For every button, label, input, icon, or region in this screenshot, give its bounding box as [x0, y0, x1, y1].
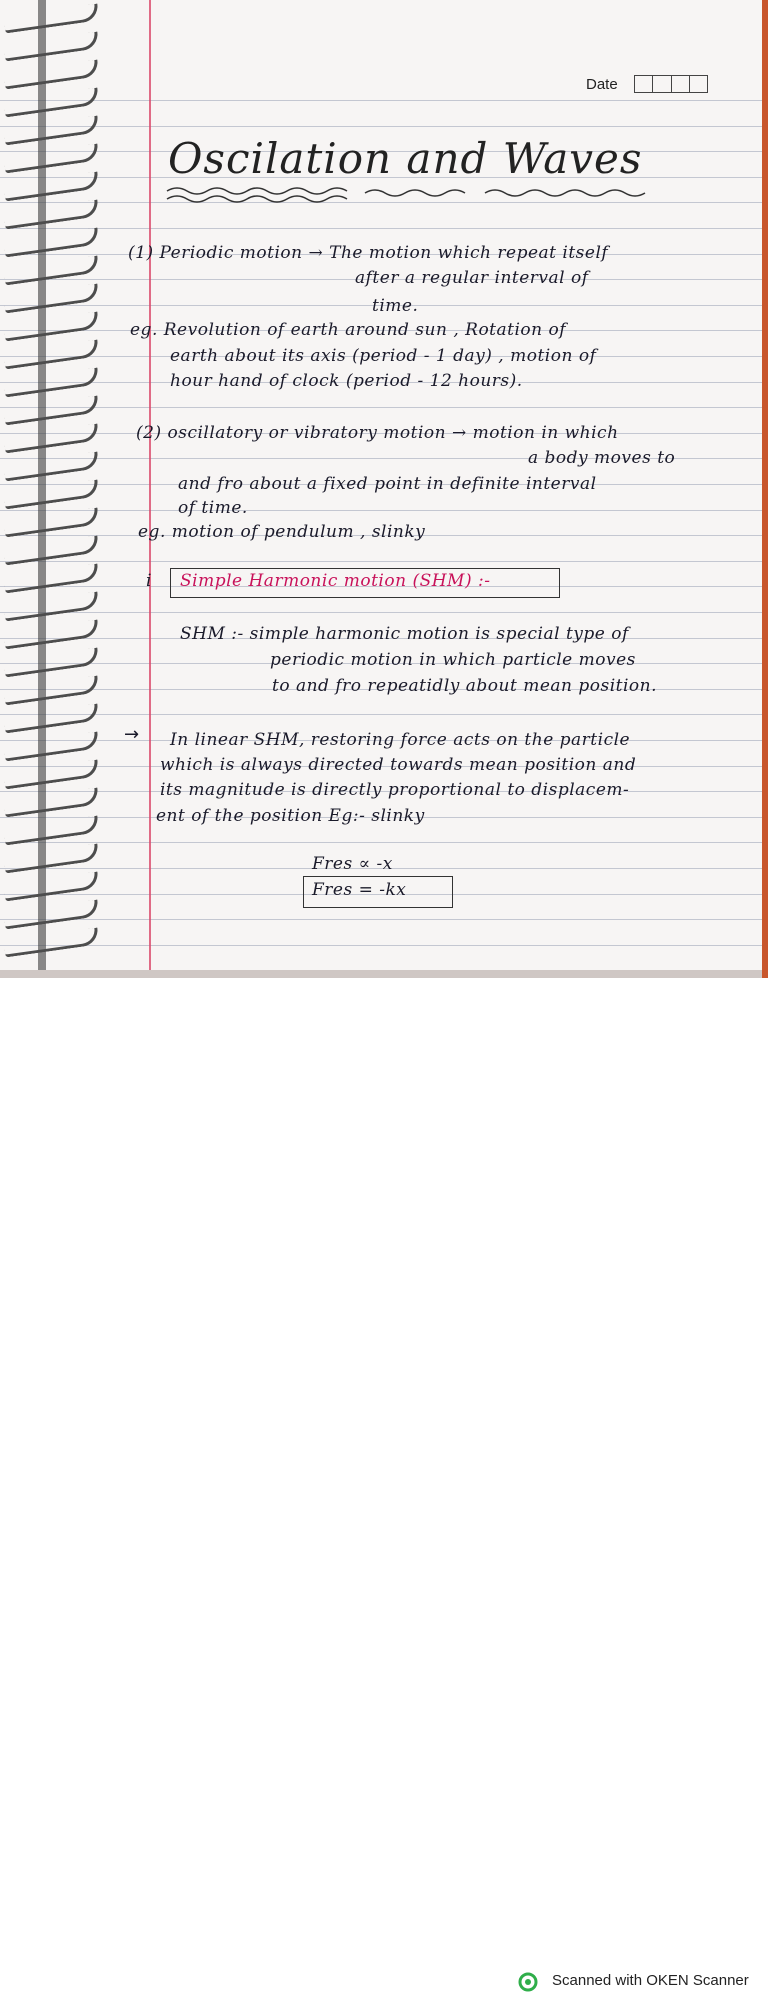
spiral-coil — [3, 423, 99, 453]
ruled-line — [0, 407, 768, 408]
margin-line — [149, 0, 151, 978]
scanner-watermark: Scanned with OKEN Scanner — [552, 1972, 749, 1989]
ruled-line — [0, 228, 768, 229]
spiral-coil — [3, 395, 99, 425]
spiral-coil — [3, 731, 99, 761]
note-line: earth about its axis (period - 1 day) , motion of — [170, 346, 597, 366]
spiral-coil — [3, 479, 99, 509]
note-line: In linear SHM, restoring force acts on the particle — [170, 730, 631, 750]
spiral-coil — [3, 619, 99, 649]
spiral-coil — [3, 31, 99, 61]
ruled-line — [0, 126, 768, 127]
note-line: (1) Periodic motion → The motion which repeat itself — [128, 243, 609, 263]
note-line: to and fro repeatidly about mean position. — [272, 676, 657, 696]
spiral-coil — [3, 507, 99, 537]
note-line: eg. Revolution of earth around sun , Rotation of — [130, 320, 567, 340]
scanner-footer — [0, 980, 768, 1989]
spiral-coil — [3, 815, 99, 845]
note-line: of time. — [178, 498, 248, 518]
shm-bullet-marker: i — [146, 571, 152, 591]
spiral-coil — [3, 927, 99, 957]
spiral-coil — [3, 787, 99, 817]
spiral-coil — [3, 675, 99, 705]
ruled-line — [0, 842, 768, 843]
note-line: its magnitude is directly proportional to displacem- — [160, 780, 630, 800]
spiral-coil — [3, 255, 99, 285]
ruled-line — [0, 919, 768, 920]
spiral-coil — [3, 871, 99, 901]
spiral-coil — [3, 563, 99, 593]
formula-restoring-force: Fres = -kx — [312, 880, 407, 900]
note-line: periodic motion in which particle moves — [270, 650, 636, 670]
spiral-coil — [3, 59, 99, 89]
spiral-coil — [3, 143, 99, 173]
spiral-coil — [3, 591, 99, 621]
ruled-line — [0, 510, 768, 511]
note-line: ent of the position Eg:- slinky — [156, 806, 425, 826]
shm-heading: Simple Harmonic motion (SHM) :- — [180, 571, 491, 591]
spiral-binding — [0, 0, 110, 978]
spiral-coil — [3, 87, 99, 117]
note-line: which is always directed towards mean position and — [160, 755, 637, 775]
spiral-coil — [3, 3, 99, 33]
spiral-coil — [3, 339, 99, 369]
scanner-logo-icon — [518, 1972, 538, 1992]
note-line: eg. motion of pendulum , slinky — [138, 522, 426, 542]
page-right-edge — [762, 0, 768, 978]
spiral-coil — [3, 227, 99, 257]
note-line: (2) oscillatory or vibratory motion → motion in which — [136, 423, 619, 443]
spiral-coil — [3, 759, 99, 789]
date-field — [634, 75, 708, 93]
formula-proportional: Fres ∝ -x — [312, 854, 393, 874]
spiral-coil — [3, 367, 99, 397]
note-line: hour hand of clock (period - 12 hours). — [170, 371, 523, 391]
note-line: after a regular interval of — [355, 268, 589, 288]
ruled-line — [0, 714, 768, 715]
note-line: time. — [372, 296, 419, 316]
spiral-coil — [3, 647, 99, 677]
spiral-coil — [3, 199, 99, 229]
spiral-coil — [3, 703, 99, 733]
arrow-icon: → — [124, 724, 140, 745]
spiral-coil — [3, 451, 99, 481]
note-line: and fro about a fixed point in definite interval — [178, 474, 597, 494]
spiral-coil — [3, 115, 99, 145]
spiral-coil — [3, 171, 99, 201]
spiral-coil — [3, 899, 99, 929]
ruled-line — [0, 945, 768, 946]
ruled-line — [0, 100, 768, 101]
page-bottom-edge — [0, 970, 768, 978]
spiral-coil — [3, 311, 99, 341]
date-label: Date — [586, 76, 618, 93]
ruled-line — [0, 612, 768, 613]
spiral-coil — [3, 283, 99, 313]
title-underline — [165, 185, 655, 205]
spiral-coil — [3, 535, 99, 565]
page-title: Oscilation and Waves — [168, 134, 643, 183]
note-line: SHM :- simple harmonic motion is special type of — [180, 624, 629, 644]
note-line: a body moves to — [528, 448, 676, 468]
spiral-coil — [3, 843, 99, 873]
ruled-line — [0, 561, 768, 562]
notebook-page — [0, 0, 768, 978]
